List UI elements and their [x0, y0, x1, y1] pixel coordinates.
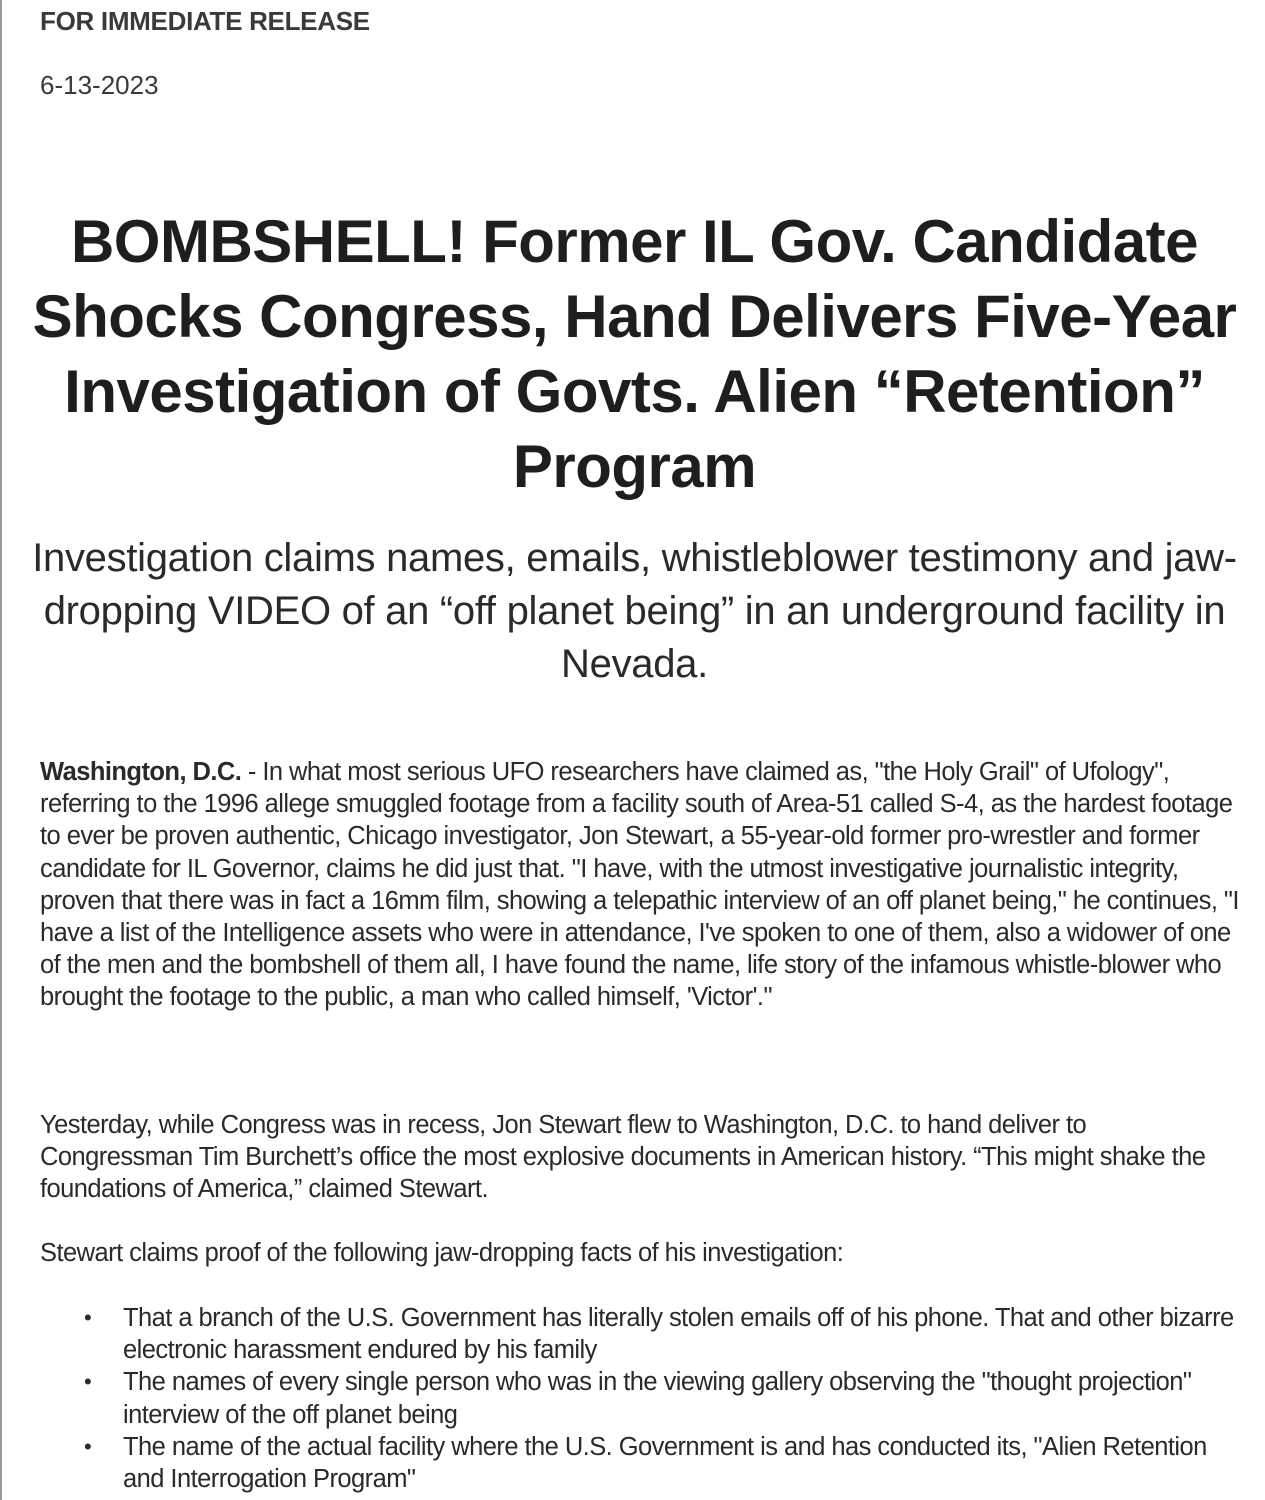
release-date: 6-13-2023 [40, 70, 159, 100]
dateline: Washington, D.C. [40, 758, 242, 786]
headline: BOMBSHELL! Former IL Gov. Candidate Shocks Congress, Hand Delivers Five-Year Investigation of Govts. Alien “Retention” Program [32, 208, 1237, 500]
list-item-text: That a branch of the U.S. Government has literally stolen emails off of his phone. That and other bizarre electronic harassment endured by his family [123, 1304, 1234, 1365]
release-label: FOR IMMEDIATE RELEASE [40, 6, 370, 36]
facts-bullet-list [40, 1302, 1240, 1495]
bullet-icon: • [84, 1305, 92, 1330]
list-item [40, 1431, 1240, 1495]
list-item-text: The name of the actual facility where the U.S. Government is and has conducted its, "Alien Retention and Interrogation Program" [123, 1432, 1207, 1494]
paragraph-1-text: - In what most serious UFO researchers have claimed as, "the Holy Grail" of Ufology", referring to the 1996 allege smuggled footage from a facility south of Area-51 called S-4, as the hardest footage to ever be proven authentic, Chicago investigator, Jon Stewart, a 55-year-old former pro-wrestler and former candidate for IL Governor, claims he did just that. "I have, with the utmost investigative journalistic integrity, proven that there was in fact a 16mm film, showing a telepathic interview of an off planet being," he continues, "I have a list of the Intelligence assets who were in attendance, I've spoken to one of them, also a widower of one of the men and the bombshell of them all, I have found the name, life story of the infamous whistle-blower who brought the footage to the public, a man who called himself, 'Victor'." [40, 758, 1239, 1012]
bullet-icon: • [84, 1433, 92, 1459]
bullet-icon: • [84, 1369, 92, 1395]
body-paragraph-1 [40, 756, 1240, 1014]
subheadline: Investigation claims names, emails, whistleblower testimony and jaw-dropping VIDEO of an “off planet being” in an underground facility in Nevada. [32, 536, 1237, 686]
list-item [40, 1366, 1240, 1430]
body-paragraph-2: Yesterday, while Congress was in recess, Jon Stewart flew to Washington, D.C. to hand deliver to Congressman Tim Burchett’s office the most explosive documents in American history. “This might shake the foundations of America,” claimed Stewart. [40, 1111, 1206, 1204]
list-item [40, 1302, 1240, 1366]
body-paragraph-3: Stewart claims proof of the following jaw-dropping facts of his investigation: [40, 1239, 844, 1267]
list-item-text: The names of every single person who was in the viewing gallery observing the "thought projection" interview of the off planet being [123, 1368, 1192, 1429]
